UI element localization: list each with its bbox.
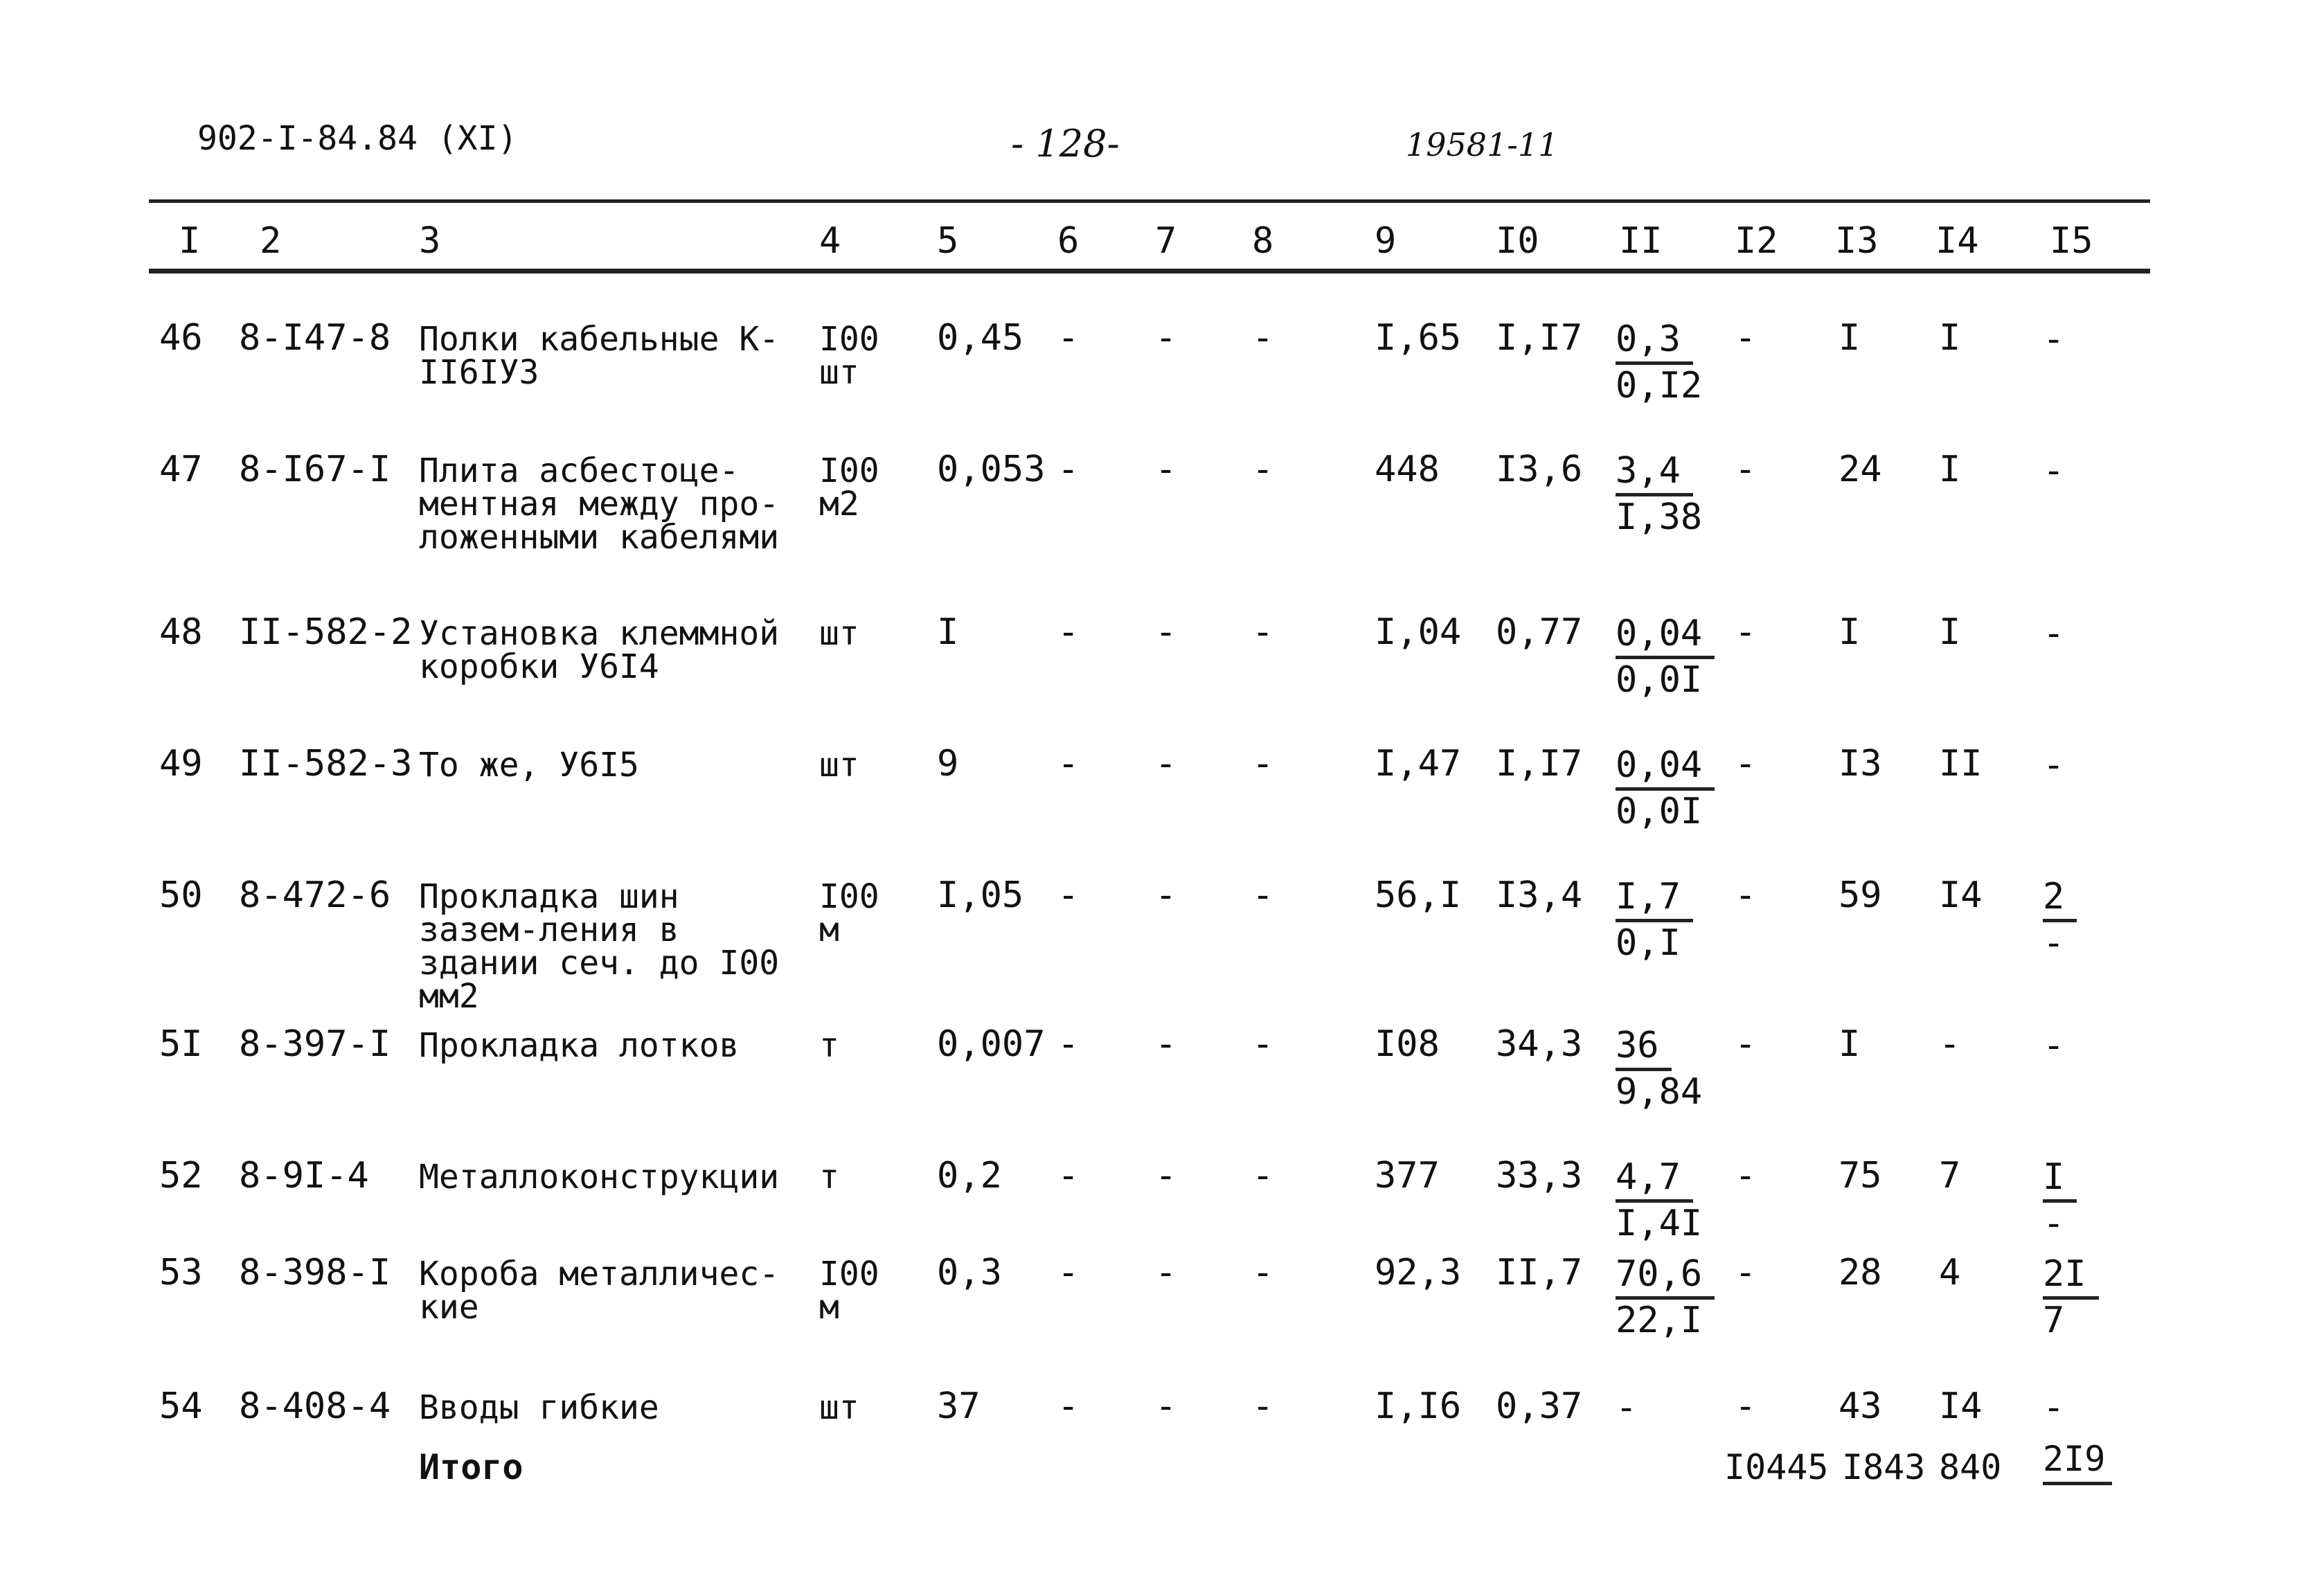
row-quantity: 37: [937, 1386, 981, 1427]
row-col11-numerator: 3,4: [1616, 450, 1693, 496]
row-col13: 24: [1839, 449, 1882, 490]
row-quantity: 0,45: [937, 317, 1024, 359]
row-number: 49: [159, 743, 203, 784]
row-col14: I4: [1939, 1386, 1983, 1427]
page-number: - 128-: [1011, 122, 1120, 165]
row-col8: -: [1252, 1386, 1274, 1427]
column-header: I3: [1835, 220, 1879, 262]
row-quantity: 0,053: [937, 449, 1046, 490]
row-quantity: 0,2: [937, 1155, 1002, 1196]
row-col15: [2043, 450, 2064, 492]
row-col8: -: [1252, 875, 1274, 916]
row-col11-numerator: 36: [1616, 1025, 1672, 1071]
column-header: 7: [1155, 220, 1177, 262]
row-col13: 75: [1839, 1155, 1882, 1196]
row-col7: -: [1155, 743, 1177, 784]
row-col11-fraction: [1616, 319, 1702, 406]
row-col13: 43: [1839, 1386, 1882, 1427]
row-col9: 448: [1375, 449, 1440, 490]
row-number: 53: [159, 1252, 203, 1293]
row-col11-denominator: I,38: [1616, 496, 1703, 538]
row-col10: I,I7: [1496, 743, 1583, 784]
row-col14: 7: [1939, 1155, 1961, 1196]
row-col11-denominator: 0,I: [1616, 922, 1681, 964]
row-col11-denominator: 22,I: [1616, 1300, 1703, 1341]
row-col11-fraction: [1616, 876, 1693, 964]
column-header: I0: [1496, 220, 1539, 262]
row-col11-numerator: 0,04: [1616, 613, 1715, 659]
row-col10: 0,37: [1496, 1386, 1583, 1427]
row-col12: -: [1735, 875, 1757, 916]
row-col10: I3,4: [1496, 875, 1583, 916]
top-rule: [149, 199, 2150, 203]
row-col9: I,04: [1375, 611, 1462, 653]
row-col14: I: [1939, 449, 1961, 490]
row-description: Короба металличес-кие: [419, 1255, 780, 1327]
row-col9: 377: [1375, 1155, 1440, 1196]
row-col11-numerator: I,7: [1616, 876, 1693, 922]
row-col13: I3: [1839, 743, 1882, 784]
row-col11-fraction: [1616, 744, 1715, 832]
row-col12: -: [1735, 1155, 1757, 1196]
row-quantity: 0,007: [937, 1023, 1046, 1065]
row-col6: -: [1057, 317, 1080, 359]
row-col12: -: [1735, 449, 1757, 490]
row-col10: 0,77: [1496, 611, 1583, 653]
row-col8: -: [1252, 1155, 1274, 1196]
row-col15-denominator: 7: [2043, 1300, 2065, 1341]
column-header: I4: [1935, 220, 1979, 262]
row-col14: II: [1939, 743, 1983, 784]
row-col6: -: [1057, 1023, 1080, 1065]
column-header: 3: [419, 220, 441, 262]
row-col11-denominator: 0,0I: [1616, 791, 1703, 832]
row-col15: [2043, 613, 2064, 654]
row-code: 8-398-I: [239, 1252, 391, 1293]
row-col15-numerator: -: [2043, 1025, 2065, 1066]
row-col7: -: [1155, 611, 1177, 653]
row-description: Плита асбестоце-ментная между про-ложенными кабелями: [419, 451, 780, 557]
row-col12: -: [1735, 611, 1757, 653]
column-header: 6: [1057, 220, 1080, 262]
row-col11-fraction: [1616, 1156, 1702, 1244]
row-description: Полки кабельные К-II6IУ3: [419, 320, 780, 392]
row-number: 47: [159, 449, 203, 490]
row-col8: -: [1252, 611, 1274, 653]
row-col7: -: [1155, 1155, 1177, 1196]
row-col13: I: [1839, 1023, 1861, 1065]
row-description: Установка клеммной коробки У6I4: [419, 614, 780, 686]
row-col15-denominator: -: [2043, 1203, 2065, 1244]
row-col15-numerator: -: [2043, 744, 2065, 786]
row-col11-fraction: [1616, 450, 1702, 538]
row-col15-denominator: -: [2043, 922, 2065, 964]
row-code: 8-472-6: [239, 875, 391, 916]
row-col15-numerator: I: [2043, 1156, 2077, 1203]
row-quantity: 9: [937, 743, 959, 784]
row-col7: -: [1155, 317, 1177, 359]
row-col11-numerator: -: [1616, 1387, 1638, 1428]
row-code: 8-397-I: [239, 1023, 391, 1065]
row-col15: [2043, 876, 2077, 964]
row-col9: 92,3: [1375, 1252, 1462, 1293]
row-unit: I00 м: [819, 1255, 879, 1327]
row-col15-numerator: -: [2043, 450, 2065, 492]
row-col15: [2043, 319, 2064, 360]
row-unit: шт: [819, 1388, 859, 1427]
row-col9: I,I6: [1375, 1386, 1462, 1427]
totals-label: Итого: [419, 1447, 524, 1487]
row-col6: -: [1057, 875, 1080, 916]
row-col6: -: [1057, 611, 1080, 653]
row-col11-denominator: 0,0I: [1616, 659, 1703, 701]
row-col8: -: [1252, 743, 1274, 784]
row-col12: -: [1735, 1386, 1757, 1427]
row-description: Вводы гибкие: [419, 1388, 659, 1427]
row-col11-fraction: [1616, 1387, 1637, 1428]
row-col7: -: [1155, 1023, 1177, 1065]
row-col8: -: [1252, 1023, 1274, 1065]
row-col7: -: [1155, 449, 1177, 490]
totals-col12: I0445: [1724, 1447, 1829, 1487]
totals-col15: 2I9: [2043, 1439, 2112, 1485]
row-quantity: I,05: [937, 875, 1024, 916]
row-unit: I00 шт: [819, 320, 879, 392]
row-col15-numerator: -: [2043, 1387, 2065, 1428]
row-col15: [2043, 744, 2064, 786]
row-col15-numerator: -: [2043, 319, 2065, 360]
column-header: I2: [1735, 220, 1778, 262]
row-col13: I: [1839, 611, 1861, 653]
row-col15: [2043, 1156, 2077, 1244]
row-number: 5I: [159, 1023, 203, 1065]
row-col12: -: [1735, 317, 1757, 359]
row-unit: т: [819, 1158, 839, 1196]
row-code: II-582-2: [239, 611, 413, 653]
sheet-reference: 19581-11: [1406, 126, 1559, 163]
row-col10: 33,3: [1496, 1155, 1583, 1196]
row-unit: I00 м2: [819, 451, 879, 523]
row-col9: I08: [1375, 1023, 1440, 1065]
row-quantity: I: [937, 611, 959, 653]
row-col10: I,I7: [1496, 317, 1583, 359]
row-col8: -: [1252, 449, 1274, 490]
row-col10: II,7: [1496, 1252, 1583, 1293]
row-quantity: 0,3: [937, 1252, 1002, 1293]
row-number: 52: [159, 1155, 203, 1196]
row-code: 8-9I-4: [239, 1155, 369, 1196]
row-col11-denominator: 9,84: [1616, 1071, 1703, 1113]
column-header: 4: [819, 220, 841, 262]
row-number: 54: [159, 1386, 203, 1427]
row-col9: I,65: [1375, 317, 1462, 359]
row-col14: I: [1939, 611, 1961, 653]
row-code: 8-I67-I: [239, 449, 391, 490]
column-header: I5: [2050, 220, 2093, 262]
row-code: 8-I47-8: [239, 317, 391, 359]
row-unit: I00 м: [819, 877, 879, 949]
row-description: Прокладка лотков: [419, 1026, 740, 1065]
row-col11-numerator: 70,6: [1616, 1253, 1715, 1300]
row-code: 8-408-4: [239, 1386, 391, 1427]
row-col6: -: [1057, 1155, 1080, 1196]
row-col11-numerator: 0,3: [1616, 319, 1693, 365]
row-description: Прокладка шин зазем-ления в здании сеч. до I00 мм2: [419, 877, 780, 1016]
column-header: II: [1619, 220, 1663, 262]
totals-col14: 840: [1939, 1447, 2002, 1487]
row-unit: шт: [819, 614, 859, 653]
row-col12: -: [1735, 743, 1757, 784]
row-col11-denominator: 0,I2: [1616, 365, 1703, 406]
row-col12: -: [1735, 1023, 1757, 1065]
row-col7: -: [1155, 875, 1177, 916]
row-code: II-582-3: [239, 743, 413, 784]
row-col13: I: [1839, 317, 1861, 359]
column-header: 5: [937, 220, 959, 262]
row-col6: -: [1057, 1252, 1080, 1293]
row-col10: 34,3: [1496, 1023, 1583, 1065]
header-bottom-rule: [149, 269, 2150, 274]
row-number: 50: [159, 875, 203, 916]
totals-col13: I843: [1842, 1447, 1926, 1487]
row-col11-denominator: I,4I: [1616, 1203, 1703, 1244]
column-header: 2: [260, 220, 282, 262]
row-col15: [2043, 1025, 2064, 1066]
row-col15: [2043, 1387, 2064, 1428]
row-col15-numerator: -: [2043, 613, 2065, 654]
row-col11-fraction: [1616, 1253, 1715, 1341]
row-col6: -: [1057, 449, 1080, 490]
row-col11-numerator: 0,04: [1616, 744, 1715, 791]
row-col7: -: [1155, 1252, 1177, 1293]
row-unit: шт: [819, 746, 859, 784]
row-col6: -: [1057, 1386, 1080, 1427]
row-col15: [2043, 1253, 2099, 1341]
row-col15-numerator: 2: [2043, 876, 2077, 922]
row-col9: 56,I: [1375, 875, 1462, 916]
row-col14: I4: [1939, 875, 1983, 916]
row-col11-fraction: [1616, 613, 1715, 701]
row-col11-fraction: [1616, 1025, 1702, 1113]
row-col12: -: [1735, 1252, 1757, 1293]
row-col13: 59: [1839, 875, 1882, 916]
row-col13: 28: [1839, 1252, 1882, 1293]
row-col15-numerator: 2I: [2043, 1253, 2099, 1300]
column-header: I: [179, 220, 201, 262]
row-description: То же, У6I5: [419, 746, 639, 784]
column-header: 8: [1252, 220, 1274, 262]
row-col14: 4: [1939, 1252, 1961, 1293]
doc-code: 902-I-84.84 (XI): [197, 119, 518, 158]
row-description: Металлоконструкции: [419, 1158, 780, 1196]
row-col9: I,47: [1375, 743, 1462, 784]
row-col7: -: [1155, 1386, 1177, 1427]
row-unit: т: [819, 1026, 839, 1065]
row-col11-numerator: 4,7: [1616, 1156, 1693, 1203]
row-col6: -: [1057, 743, 1080, 784]
row-col10: I3,6: [1496, 449, 1583, 490]
row-col8: -: [1252, 1252, 1274, 1293]
row-col8: -: [1252, 317, 1274, 359]
row-number: 48: [159, 611, 203, 653]
column-header: 9: [1375, 220, 1397, 262]
row-col14: I: [1939, 317, 1961, 359]
row-col14: -: [1939, 1023, 1961, 1065]
row-number: 46: [159, 317, 203, 359]
